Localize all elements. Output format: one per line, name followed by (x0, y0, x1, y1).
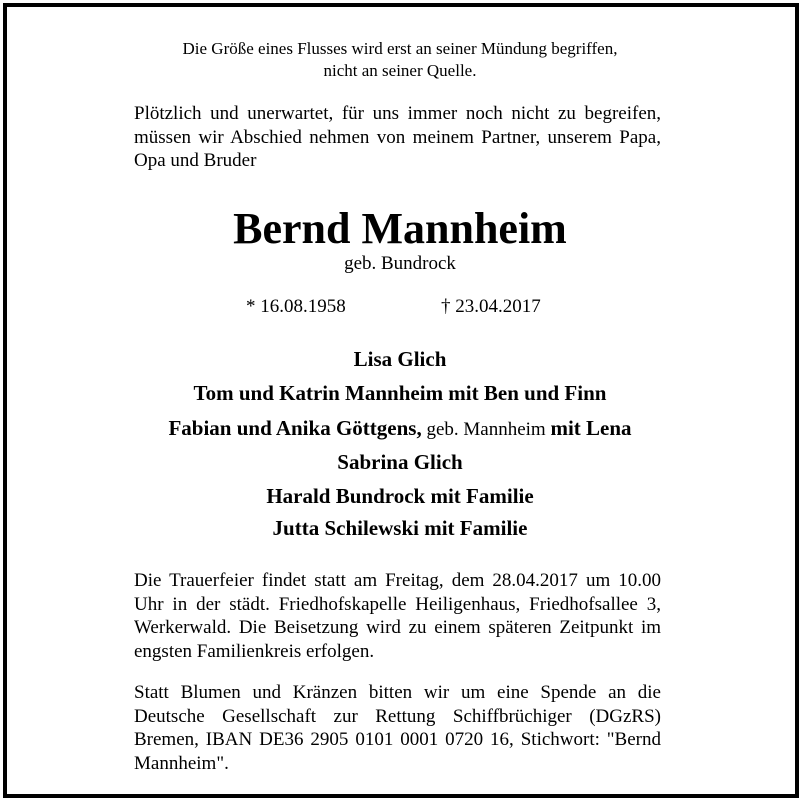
birth-date: * 16.08.1958 (246, 296, 346, 317)
mourner-name: Harald Bundrock mit Familie (266, 484, 534, 508)
mourner-name: Fabian und Anika Göttgens, (168, 416, 422, 440)
mourner-name: Jutta Schilewski mit Familie (272, 516, 528, 540)
mourner-line (0, 513, 800, 543)
deceased-name: Bernd Mannheim (233, 204, 567, 253)
ceremony-text: Die Trauerfeier findet statt am Freitag, dem 28.04.2017 um 10.00 Uhr in der städt. Friedhofskapelle Heiligenhaus, Friedhofsallee 3, Werkerwald. Die Beisetzung wird zu einem späteren Zeitpunkt im engsten Familienkreis erfolgen. (134, 570, 661, 662)
mourner-birth-name: geb. Mannheim (421, 419, 551, 440)
mourner-name-suffix: mit Lena (550, 416, 632, 440)
mourner-name: Tom und Katrin Mannheim mit Ben und Finn (193, 381, 607, 405)
mourner-line (0, 413, 800, 445)
mourner-name: Lisa Glich (353, 347, 447, 371)
birth-name: geb. Bundrock (344, 253, 456, 274)
mourner-name: Sabrina Glich (337, 450, 463, 474)
mourner-line (0, 344, 800, 374)
donation-text: Statt Blumen und Kränzen bitten wir um eine Spende an die Deutsche Gesellschaft zur Rettung Schiffbrüchiger (DGzRS) Bremen, IBAN DE36 2905 0101 0001 0720 16, Stichwort: "Bernd Mannheim". (134, 682, 661, 774)
motto-line-2: nicht an seiner Quelle. (323, 61, 477, 80)
mourner-line (0, 447, 800, 477)
motto-line-1: Die Größe eines Flusses wird erst an seiner Mündung begriffen, (182, 39, 618, 58)
mourner-line (0, 378, 800, 408)
intro-text: Plötzlich und unerwartet, für uns immer noch nicht zu begreifen, müssen wir Abschied nehmen von meinem Partner, unserem Papa, Opa und Bruder (134, 103, 661, 171)
mourner-line (0, 481, 800, 511)
death-date: † 23.04.2017 (441, 296, 541, 317)
